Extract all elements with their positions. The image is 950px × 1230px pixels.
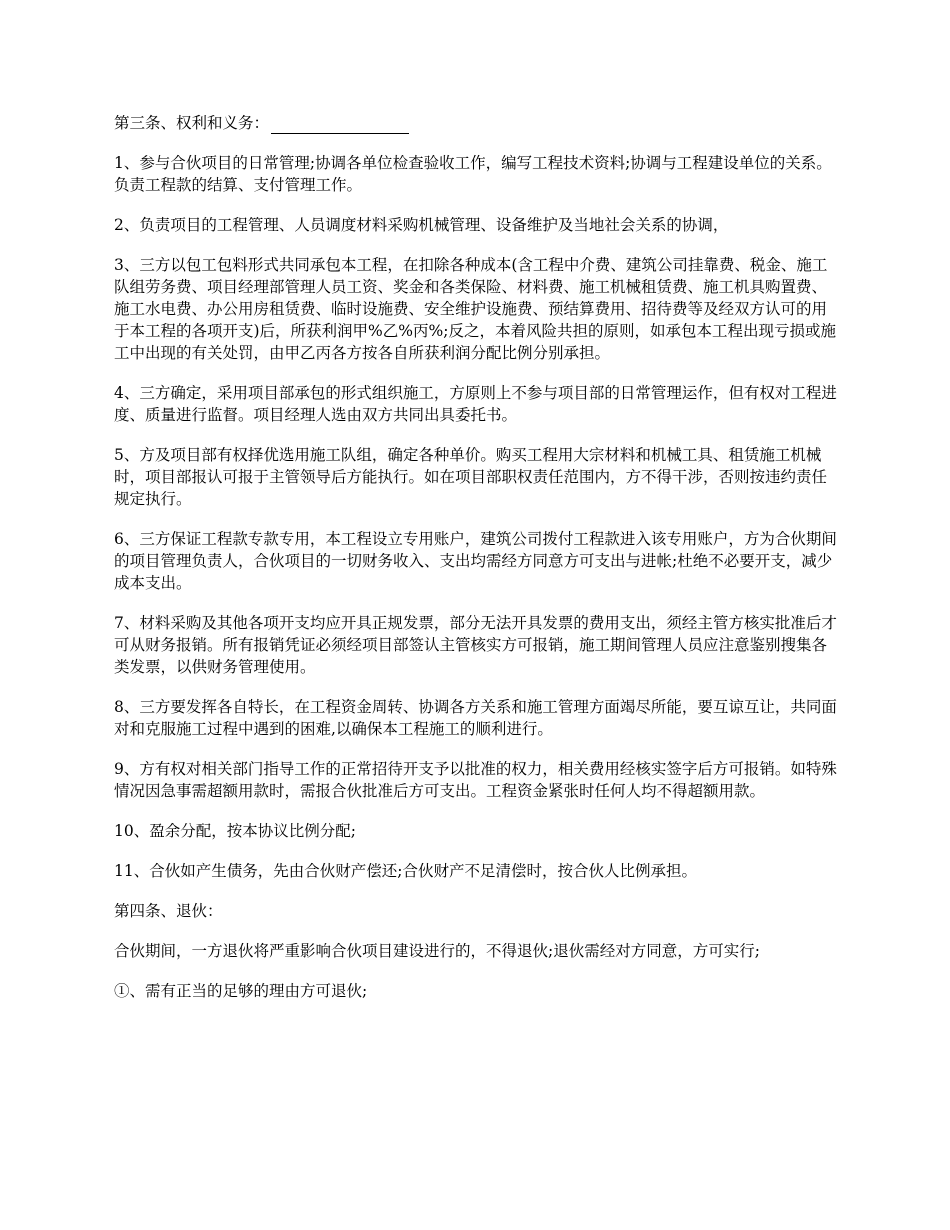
clause-5: 5、方及项目部有权择优选用施工队组，确定各种单价。购买工程用大宗材料和机械工具、租赁施工机械时，项目部报认可报于主管领导后方能执行。如在项目部职权责任范围内，方不得干涉，否则按违约责任规定执行。 <box>114 446 828 508</box>
clause-8: 8、三方要发挥各自特长，在工程资金周转、协调各方关系和施工管理方面竭尽所能，要互谅互让，共同面对和克服施工过程中遇到的困难,以确保本工程施工的顺利进行。 <box>114 698 837 738</box>
clause-2: 2、负责项目的工程管理、人员调度材料采购机械管理、设备维护及当地社会关系的协调， <box>114 216 729 234</box>
document-page <box>114 112 840 1020</box>
section3-heading <box>114 112 840 134</box>
clause-6: 6、三方保证工程款专款专用，本工程设立专用账户，建筑公司拨付工程款进入该专用账户，方为合伙期间的项目管理负责人，合伙项目的一切财务收入、支出均需经方同意方可支出与进帐;杜绝不必要开支，减少成本支出。 <box>114 530 837 592</box>
clause-11: 11、合伙如产生债务，先由合伙财产偿还;合伙财产不足清偿时，按合伙人比例承担。 <box>114 862 697 880</box>
withdrawal-intro: 合伙期间，一方退伙将严重影响合伙项目建设进行的，不得退伙;退伙需经对方同意，方可实行; <box>114 942 760 960</box>
blank-underline <box>271 117 409 134</box>
clause-10: 10、盈余分配，按本协议比例分配; <box>114 822 356 840</box>
clause-3: 3、三方以包工包料形式共同承包本工程，在扣除各种成本(含工程中介费、建筑公司挂靠费、税金、施工队组劳务费、项目经理部管理人员工资、奖金和各类保险、材料费、施工机械租赁费、施工机具购置费、施工水电费、办公用房租赁费、临时设施费、安全维护设施费、预结算费用、招待费等及经双方认可的用于本工程的各项开支)后，所获利润甲%乙%丙%;反之，本着风险共担的原则，如承包本工程出现亏损或施工中出现的有关处罚，由甲乙丙各方按各自所获利润分配比例分别承担。 <box>114 256 836 362</box>
withdrawal-item-1: ①、需有正当的足够的理由方可退伙; <box>114 982 368 1000</box>
clause-7: 7、材料采购及其他各项开支均应开具正规发票，部分无法开具发票的费用支出，须经主管方核实批准后才可从财务报销。所有报销凭证必须经项目部签认主管核实方可报销，施工期间管理人员应注意鉴别搜集各类发票，以供财务管理使用。 <box>114 614 837 676</box>
clause-9: 9、方有权对相关部门指导工作的正常招待开支予以批准的权力，相关费用经核实签字后方可报销。如特殊情况因急事需超额用款时，需报合伙批准后方可支出。工程资金紧张时任何人均不得超额用款。 <box>114 760 837 800</box>
clause-4: 4、三方确定，采用项目部承包的形式组织施工，方原则上不参与项目部的日常管理运作，但有权对工程进度、质量进行监督。项目经理人选由双方共同出具委托书。 <box>114 384 837 424</box>
section3-title: 第三条、权利和义务： <box>114 114 270 132</box>
clause-1: 1、参与合伙项目的日常管理;协调各单位检查验收工作，编写工程技术资料;协调与工程建设单位的关系。负责工程款的结算、支付管理工作。 <box>114 154 832 194</box>
section4-heading: 第四条、退伙： <box>114 902 223 920</box>
